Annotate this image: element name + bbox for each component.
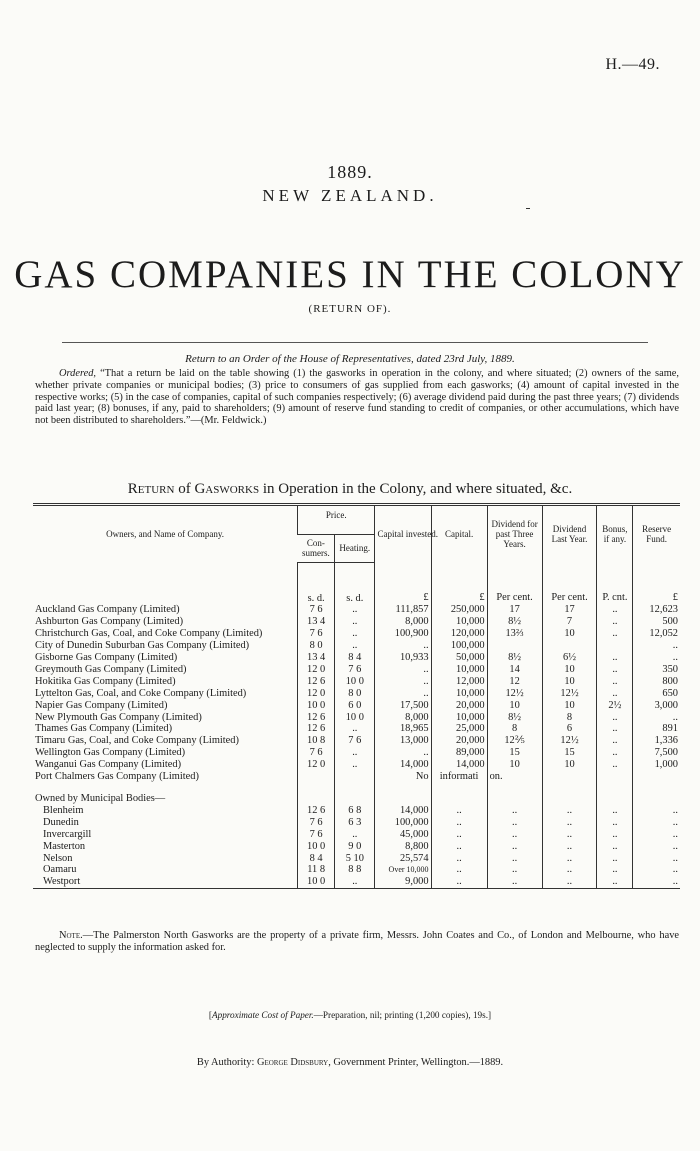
price-consumers: 12 0: [298, 688, 335, 700]
dividend-last: 10: [542, 759, 597, 771]
unit-consumers: s. d.: [298, 562, 335, 604]
municipal-heading: Owned by Municipal Bodies—: [35, 793, 166, 804]
table-row: [33, 771, 680, 783]
capital: 50,000: [431, 652, 487, 664]
company-name: Napier Gas Company (Limited): [35, 699, 168, 711]
capital: 250,000: [431, 604, 487, 616]
col-heating: Heating.: [335, 535, 375, 562]
empty-cell: [298, 783, 335, 805]
dividend-3yrs: ..: [487, 876, 542, 888]
dividend-3yrs: 12½: [487, 688, 542, 700]
unit-dividend-3yrs: Per cent.: [487, 562, 542, 604]
dividend-last: [542, 640, 597, 652]
capital: ..: [431, 853, 487, 865]
table-row: [33, 876, 680, 888]
col-bonus: Bonus, if any.: [597, 505, 633, 563]
bonus: ..: [597, 664, 633, 676]
reserve-fund: ..: [633, 841, 680, 853]
table-row: [33, 864, 680, 876]
company-name: Greymouth Gas Company (Limited): [35, 663, 187, 675]
reserve-fund: ..: [633, 817, 680, 829]
reserve-fund: ..: [633, 853, 680, 865]
bonus: ..: [597, 688, 633, 700]
empty-cell: [431, 783, 487, 805]
cost-line: [Approximate Cost of Paper.—Preparation, nil; printing (1,200 copies), 19s.]: [208, 1010, 492, 1020]
table-row: [33, 616, 680, 628]
col-dividend-3yrs: Dividend for past Three Years.: [487, 505, 542, 563]
company-name: Ashburton Gas Company (Limited): [35, 616, 184, 628]
unit-capital-invested: £: [375, 562, 431, 604]
dividend-last: 10: [542, 664, 597, 676]
table-row: [33, 723, 680, 735]
price-heating: ..: [335, 747, 375, 759]
price-consumers: 8 0: [298, 640, 335, 652]
price-consumers: 7 6: [298, 817, 335, 829]
price-consumers: 10 0: [298, 876, 335, 888]
bonus: ..: [597, 876, 633, 888]
price-heating: [335, 771, 375, 783]
empty-cell: [633, 783, 680, 805]
col-dividend-last: Dividend Last Year.: [542, 505, 597, 563]
col-capital: Capital.: [431, 505, 487, 563]
table-row: [33, 735, 680, 747]
bonus: ..: [597, 829, 633, 841]
dividend-last: 8: [542, 712, 597, 724]
capital: 20,000: [431, 700, 487, 712]
capital: 20,000: [431, 735, 487, 747]
price-heating: 6 3: [335, 817, 375, 829]
dividend-3yrs: ..: [487, 853, 542, 865]
bonus: ..: [597, 604, 633, 616]
company-name: City of Dunedin Suburban Gas Company (Limited): [35, 640, 250, 652]
price-heating: 6 8: [335, 805, 375, 817]
table-row: [33, 817, 680, 829]
capital-invested: 13,000: [375, 735, 431, 747]
printer-name: George Didsbury: [256, 1057, 329, 1068]
capital-invested: 14,000: [375, 759, 431, 771]
bonus: ..: [597, 853, 633, 865]
capital: 89,000: [431, 747, 487, 759]
dividend-3yrs: ..: [487, 817, 542, 829]
price-consumers: 7 6: [298, 747, 335, 759]
capital-invested: 18,965: [375, 723, 431, 735]
price-consumers: 8 4: [298, 853, 335, 865]
company-name: Auckland Gas Company (Limited): [35, 604, 180, 616]
dividend-last: 10: [542, 700, 597, 712]
price-consumers: 12 6: [298, 676, 335, 688]
unit-dividend-last: Per cent.: [542, 562, 597, 604]
price-consumers: 11 8: [298, 864, 335, 876]
capital-invested: Over 10,000: [375, 864, 431, 876]
bonus: [597, 771, 633, 783]
reserve-fund: 7,500: [633, 747, 680, 759]
bonus: 2½: [597, 700, 633, 712]
bonus: ..: [597, 735, 633, 747]
bonus: ..: [597, 628, 633, 640]
bonus: ..: [597, 676, 633, 688]
reserve-fund: ..: [633, 712, 680, 724]
price-consumers: 12 6: [298, 723, 335, 735]
price-consumers: 10 0: [298, 841, 335, 853]
price-consumers: 13 4: [298, 616, 335, 628]
reserve-fund: 12,052: [633, 628, 680, 640]
dividend-last: 17: [542, 604, 597, 616]
table-row: [33, 829, 680, 841]
municipal-heading-row: [33, 783, 680, 805]
empty-cell: [487, 783, 542, 805]
reserve-fund: [633, 771, 680, 783]
capital-invested: 14,000: [375, 805, 431, 817]
bonus: ..: [597, 723, 633, 735]
capital: ..: [431, 829, 487, 841]
price-heating: 10 0: [335, 676, 375, 688]
company-name: Thames Gas Company (Limited): [35, 723, 173, 735]
capital: 25,000: [431, 723, 487, 735]
return-heading: [0, 481, 700, 498]
price-consumers: 12 6: [298, 805, 335, 817]
price-heating: ..: [335, 829, 375, 841]
price-heating: 5 10: [335, 853, 375, 865]
dividend-last: ..: [542, 829, 597, 841]
dividend-3yrs: 12: [487, 676, 542, 688]
bonus: ..: [597, 864, 633, 876]
printer-prefix: By Authority:: [196, 1057, 257, 1068]
capital: ..: [431, 864, 487, 876]
price-heating: ..: [335, 640, 375, 652]
capital: 120,000: [431, 628, 487, 640]
table-row: [33, 640, 680, 652]
table-row: [33, 712, 680, 724]
dividend-3yrs: ..: [487, 805, 542, 817]
unit-capital: £: [431, 562, 487, 604]
capital: ..: [431, 805, 487, 817]
bonus: ..: [597, 759, 633, 771]
price-heating: ..: [335, 628, 375, 640]
unit-heating: s. d.: [335, 562, 375, 604]
gasworks-word: Gasworks: [194, 481, 260, 497]
capital-invested: 10,933: [375, 652, 431, 664]
dividend-last: 12½: [542, 688, 597, 700]
municipal-name: Oamaru: [43, 864, 77, 876]
return-of: of: [174, 481, 195, 497]
capital-invested: 8,000: [375, 712, 431, 724]
capital: ..: [431, 841, 487, 853]
reserve-fund: 800: [633, 676, 680, 688]
reserve-fund: 12,623: [633, 604, 680, 616]
title-rule: [62, 342, 648, 343]
company-name: Wellington Gas Company (Limited): [35, 747, 186, 759]
price-consumers: 12 0: [298, 664, 335, 676]
municipal-name: Dunedin: [43, 816, 79, 828]
municipal-name: Masterton: [43, 840, 86, 852]
dividend-last: 10: [542, 676, 597, 688]
capital-invested: 8,800: [375, 841, 431, 853]
document-reference: H.—49.: [605, 56, 660, 73]
reserve-fund: 350: [633, 664, 680, 676]
page-subtitle: (RETURN OF).: [308, 303, 392, 315]
municipal-name: Blenheim: [43, 804, 84, 816]
price-heating: ..: [335, 616, 375, 628]
capital: 14,000: [431, 759, 487, 771]
dividend-3yrs: 8: [487, 723, 542, 735]
bonus: ..: [597, 652, 633, 664]
printer-line: [0, 1057, 700, 1068]
order-text: [35, 368, 679, 427]
reserve-fund: 1,336: [633, 735, 680, 747]
col-consumers: Con-sumers.: [298, 535, 335, 562]
price-consumers: 10 0: [298, 700, 335, 712]
unit-bonus: P. cnt.: [597, 562, 633, 604]
bonus: ..: [597, 616, 633, 628]
dividend-3yrs: 8½: [487, 616, 542, 628]
bonus: ..: [597, 712, 633, 724]
order-heading: Return to an Order of the House of Representatives, dated 23rd July, 1889.: [185, 353, 515, 365]
company-name: New Plymouth Gas Company (Limited): [35, 711, 202, 723]
table-row: [33, 841, 680, 853]
ink-mark: [526, 208, 530, 209]
company-name: Hokitika Gas Company (Limited): [35, 675, 176, 687]
price-heating: 9 0: [335, 841, 375, 853]
country-heading: NEW ZEALAND.: [262, 186, 438, 205]
company-name: Wanganui Gas Company (Limited): [35, 759, 182, 771]
price-consumers: 7 6: [298, 829, 335, 841]
capital-invested: 25,574: [375, 853, 431, 865]
company-name: Gisborne Gas Company (Limited): [35, 652, 178, 664]
table-row: [33, 747, 680, 759]
dividend-3yrs: ..: [487, 841, 542, 853]
dividend-last: ..: [542, 864, 597, 876]
capital-invested: ..: [375, 747, 431, 759]
empty-cell: [375, 783, 431, 805]
price-consumers: 7 6: [298, 604, 335, 616]
capital: 100,000: [431, 640, 487, 652]
table-row: [33, 664, 680, 676]
cost-body: —Preparation, nil; printing (1,200 copies), 19s.: [313, 1010, 488, 1020]
dividend-last: 6: [542, 723, 597, 735]
price-consumers: 12 0: [298, 759, 335, 771]
reserve-fund: ..: [633, 876, 680, 888]
col-price: Price.: [298, 505, 375, 535]
bonus: ..: [597, 841, 633, 853]
dividend-3yrs: 8½: [487, 712, 542, 724]
units-row: [33, 562, 680, 604]
capital: 10,000: [431, 664, 487, 676]
dividend-3yrs: 12⅖: [487, 735, 542, 747]
capital: 10,000: [431, 616, 487, 628]
price-consumers: 7 6: [298, 628, 335, 640]
no-information-part3: on.: [487, 771, 542, 783]
printer-suffix: , Government Printer, Wellington.—1889.: [328, 1057, 504, 1068]
dividend-last: 7: [542, 616, 597, 628]
return-heading-rest: in Operation in the Colony, and where situated, &c.: [259, 481, 573, 497]
dividend-last: ..: [542, 841, 597, 853]
reserve-fund: ..: [633, 805, 680, 817]
capital: 10,000: [431, 712, 487, 724]
reserve-fund: 3,000: [633, 700, 680, 712]
dividend-3yrs: 10: [487, 759, 542, 771]
price-heating: 8 4: [335, 652, 375, 664]
price-heating: 10 0: [335, 712, 375, 724]
reserve-fund: 500: [633, 616, 680, 628]
col-owners: Owners, and Name of Company.: [33, 505, 298, 563]
capital-invested: 9,000: [375, 876, 431, 888]
price-heating: 7 6: [335, 664, 375, 676]
table-row: [33, 688, 680, 700]
capital-invested: ..: [375, 676, 431, 688]
table-row: [33, 853, 680, 865]
capital: ..: [431, 817, 487, 829]
company-name: Lyttelton Gas, Coal, and Coke Company (Limited): [35, 687, 247, 699]
cost-label: Approximate Cost of Paper.: [211, 1010, 314, 1020]
bonus: [597, 640, 633, 652]
dividend-3yrs: 13⅔: [487, 628, 542, 640]
company-name: Port Chalmers Gas Company (Limited): [35, 771, 199, 783]
municipal-name: Invercargill: [43, 828, 92, 840]
capital: ..: [431, 876, 487, 888]
table-row: [33, 604, 680, 616]
unit-reserve: £: [633, 562, 680, 604]
order-body: “That a return be laid on the table showing (1) the gasworks in operation in the colony, and where situated; (2) owners of the same, whether private companies or municipal bodies; (3) price to consumers of gas supplied from each gasworks; (4) amount of capital invested in the respective works; (5) in the case of companies, capital of such companies respectively; (6) average dividend paid during the past three years; (7) dividends paid last year; (8) bonuses, if any, paid to shareholders; (9) amount of reserve fund standing to credit of companies, or other accumulations, which have not been distributed to shareholders.”—(Mr. Feldwick.): [35, 368, 679, 427]
note-label: Note.: [59, 930, 83, 941]
company-name: Christchurch Gas, Coal, and Coke Company (Limited): [35, 628, 263, 640]
price-consumers: 13 4: [298, 652, 335, 664]
capital: 10,000: [431, 688, 487, 700]
bonus: ..: [597, 747, 633, 759]
price-heating: ..: [335, 759, 375, 771]
dividend-3yrs: [487, 640, 542, 652]
bonus: ..: [597, 805, 633, 817]
dividend-last: ..: [542, 805, 597, 817]
dividend-3yrs: ..: [487, 864, 542, 876]
municipal-name: Westport: [33, 876, 298, 888]
dividend-last: ..: [542, 817, 597, 829]
price-heating: 6 0: [335, 700, 375, 712]
price-heating: 7 6: [335, 735, 375, 747]
capital-invested: ..: [375, 640, 431, 652]
table-row: [33, 676, 680, 688]
capital-invested: ..: [375, 688, 431, 700]
dividend-3yrs: 10: [487, 700, 542, 712]
price-consumers: 12 6: [298, 712, 335, 724]
reserve-fund: 650: [633, 688, 680, 700]
reserve-fund: ..: [633, 640, 680, 652]
reserve-fund: ..: [633, 829, 680, 841]
document-year: 1889.: [327, 162, 373, 182]
dividend-last: 15: [542, 747, 597, 759]
note-text: [35, 930, 679, 954]
company-name: Timaru Gas, Coal, and Coke Company (Limited): [35, 735, 239, 747]
empty-cell: [542, 783, 597, 805]
dividend-3yrs: 8½: [487, 652, 542, 664]
empty-cell: [335, 783, 375, 805]
col-capital-invested: Capital invested.: [375, 505, 431, 563]
col-reserve: Reserve Fund.: [633, 505, 680, 563]
empty-cell: [597, 783, 633, 805]
dividend-3yrs: 17: [487, 604, 542, 616]
note-body: —The Palmerston North Gasworks are the property of a private firm, Messrs. John Coates and Co., of London and Melbourne, who have neglected to supply the information asked for.: [35, 930, 679, 953]
capital-invested: 45,000: [375, 829, 431, 841]
return-word: Return: [127, 481, 175, 497]
capital-invested: 100,000: [375, 817, 431, 829]
ordered-word: Ordered,: [59, 368, 97, 379]
table-row: [33, 805, 680, 817]
price-heating: 8 8: [335, 864, 375, 876]
price-heating: ..: [335, 876, 375, 888]
table-row: [33, 628, 680, 640]
capital-invested: 17,500: [375, 700, 431, 712]
dividend-last: 12½: [542, 735, 597, 747]
dividend-3yrs: 15: [487, 747, 542, 759]
price-consumers: 10 8: [298, 735, 335, 747]
page-title: GAS COMPANIES IN THE COLONY: [14, 253, 686, 296]
reserve-fund: 891: [633, 723, 680, 735]
reserve-fund: 1,000: [633, 759, 680, 771]
price-heating: ..: [335, 723, 375, 735]
capital-invested: ..: [375, 664, 431, 676]
municipal-name: Nelson: [43, 852, 73, 864]
table-row: [33, 652, 680, 664]
dividend-last: ..: [542, 876, 597, 888]
capital-invested: 111,857: [375, 604, 431, 616]
dividend-last: [542, 771, 597, 783]
dividend-3yrs: 14: [487, 664, 542, 676]
capital: 12,000: [431, 676, 487, 688]
no-information-part2: informati: [431, 771, 487, 783]
gasworks-table: [33, 503, 680, 889]
dividend-last: 10: [542, 628, 597, 640]
dividend-last: 6½: [542, 652, 597, 664]
price-heating: ..: [335, 604, 375, 616]
capital-invested: 8,000: [375, 616, 431, 628]
bonus: ..: [597, 817, 633, 829]
dividend-3yrs: ..: [487, 829, 542, 841]
table-row: [33, 700, 680, 712]
capital-invested: 100,900: [375, 628, 431, 640]
reserve-fund: ..: [633, 864, 680, 876]
reserve-fund: ..: [633, 652, 680, 664]
price-consumers: [298, 771, 335, 783]
dividend-last: ..: [542, 853, 597, 865]
table-row: [33, 759, 680, 771]
no-information-part1: No: [375, 771, 431, 783]
price-heating: 8 0: [335, 688, 375, 700]
